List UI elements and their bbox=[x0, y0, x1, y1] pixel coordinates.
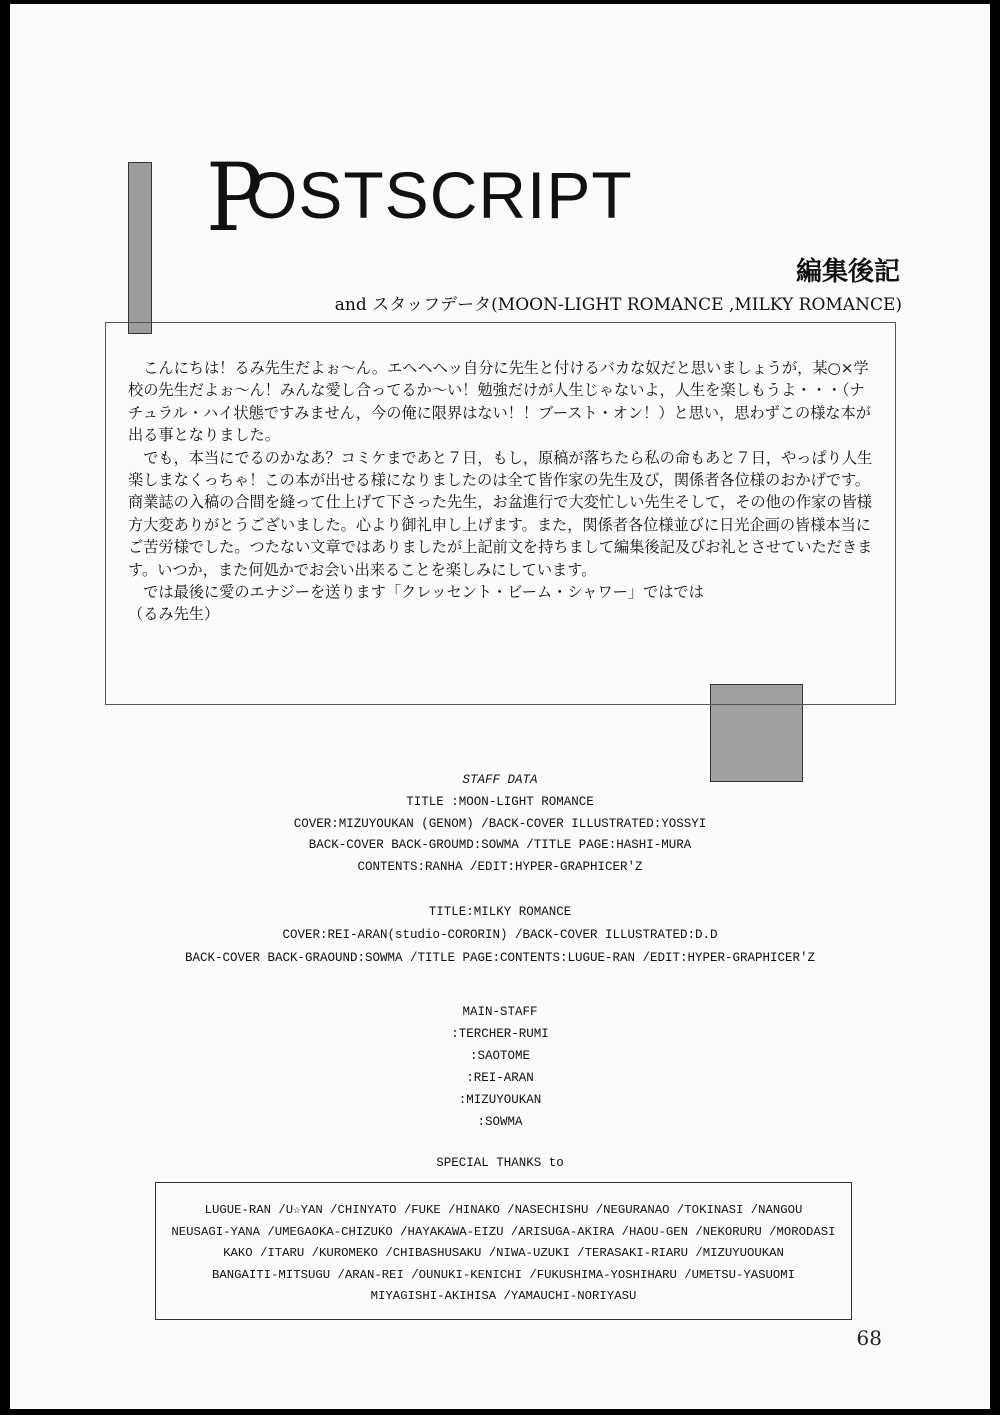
message-signature: （るみ先生） bbox=[128, 605, 220, 624]
message-paragraph: では最後に愛のエナジーを送ります「クレッセント・ビーム・シャワー」ではでは bbox=[143, 583, 704, 602]
credit-line: COVER:REI-ARAN(studio-CORORIN) /BACK-COVER ILLUSTRATED:D.D bbox=[282, 928, 718, 942]
credit-line: BACK-COVER BACK-GROUMD:SOWMA /TITLE PAGE:HASHI-MURA bbox=[308, 838, 692, 853]
page-number: 68 bbox=[856, 1326, 882, 1350]
main-staff bbox=[10, 1001, 990, 1133]
staff-data-heading: STAFF DATA bbox=[462, 773, 538, 787]
credit-line: BACK-COVER BACK-GRAOUND:SOWMA /TITLE PAGE:CONTENTS:LUGUE-RAN /EDIT:HYPER-GRAPHICER'Z bbox=[184, 951, 816, 965]
thanks-line: BANGAITI-MITSUGU /ARAN-REI /OUNUKI-KENICHI /FUKUSHIMA-YOSHIHARU /UMETSU-YASUOMI bbox=[212, 1267, 795, 1282]
staff-member: :SAOTOME bbox=[469, 1049, 530, 1063]
message-paragraph: でも，本当にでるのかなあ？コミケまであと７日，もし，原稿が落ちたら私の命もあと７日，やっぱり人生楽しまなくっちゃ！この本が出せる様になりましたのは全て皆作家の先生及び，関係者各位様のおかげです。商業誌の入稿の合間を縫って仕上げて下さった先生，お盆進行で大変忙しい先生そして，その他の作家の皆様方大変ありがとうございました。心より御礼申し上げます。また，関係者各位様並びに日光企画の皆様本当にご苦労様でした。つたない文章ではありましたが上記前文を持ちまして編集後記及びお礼とさせていただきます。いつか，また何処かでお会い出来ることを楽しみにしています。 bbox=[128, 448, 873, 579]
staff-member: :TERCHER-RUMI bbox=[451, 1027, 549, 1041]
editor-message bbox=[128, 357, 878, 626]
subtitle-en: and スタッフデータ(MOON-LIGHT ROMANCE ,MILKY ROMANCE) bbox=[334, 295, 902, 315]
thanks-line: MIYAGISHI-AKIHISA /YAMAUCHI-NORIYASU bbox=[370, 1289, 637, 1303]
credit-line: CONTENTS:RANHA /EDIT:HYPER-GRAPHICER'Z bbox=[357, 860, 643, 875]
special-thanks-list bbox=[155, 1200, 852, 1308]
message-paragraph: こんにちは！るみ先生だよぉ〜ん。エヘヘヘッ自分に先生と付けるバカな奴だと思いましょうが，某○×学校の先生だよぉ〜ん！みんな愛し合ってるか〜い！勉強だけが人生じゃないよ，人生を楽しもうよ・・・（ナチュラル・ハイ状態ですみません，今の俺に限界はない！！ブースト・オン！）と思い，思わずこの様な本が出る事となりました。 bbox=[128, 359, 871, 445]
staff-member: :MIZUYOUKAN bbox=[458, 1093, 542, 1107]
page bbox=[10, 4, 990, 1409]
staff-data-moonlight bbox=[10, 770, 990, 879]
subtitle-jp: 編集後記 bbox=[795, 257, 900, 287]
thanks-line: LUGUE-RAN /U☆YAN /CHINYATO /FUKE /HINAKO /NASECHISHU /NEGURANAO /TOKINASI /NANGOU bbox=[204, 1203, 803, 1217]
staff-data-milky bbox=[10, 901, 990, 970]
thanks-line: NEUSAGI-YANA /UMEGAOKA-CHIZUKO /HAYAKAWA-EIZU /ARISUGA-AKIRA /HAOU-GEN /NEKORURU /MORODASI bbox=[171, 1224, 836, 1239]
credit-line: TITLE:MILKY ROMANCE bbox=[428, 905, 572, 919]
staff-member: :SOWMA bbox=[477, 1115, 523, 1129]
decorative-bar-left bbox=[128, 162, 152, 334]
title-initial: P bbox=[206, 144, 260, 253]
special-thanks-heading: SPECIAL THANKS to bbox=[436, 1156, 564, 1170]
credit-line: COVER:MIZUYOUKAN (GENOM) /BACK-COVER ILLUSTRATED:YOSSYI bbox=[293, 816, 707, 831]
staff-member: :REI-ARAN bbox=[466, 1071, 534, 1085]
page-title: OSTSCRIPT bbox=[246, 158, 633, 232]
thanks-line: KAKO /ITARU /KUROMEKO /CHIBASHUSAKU /NIWA-UZUKI /TERASAKI-RIARU /MIZUYUOUKAN bbox=[223, 1246, 784, 1260]
main-staff-heading: MAIN-STAFF bbox=[462, 1005, 538, 1019]
credit-line: TITLE :MOON-LIGHT ROMANCE bbox=[406, 794, 594, 809]
